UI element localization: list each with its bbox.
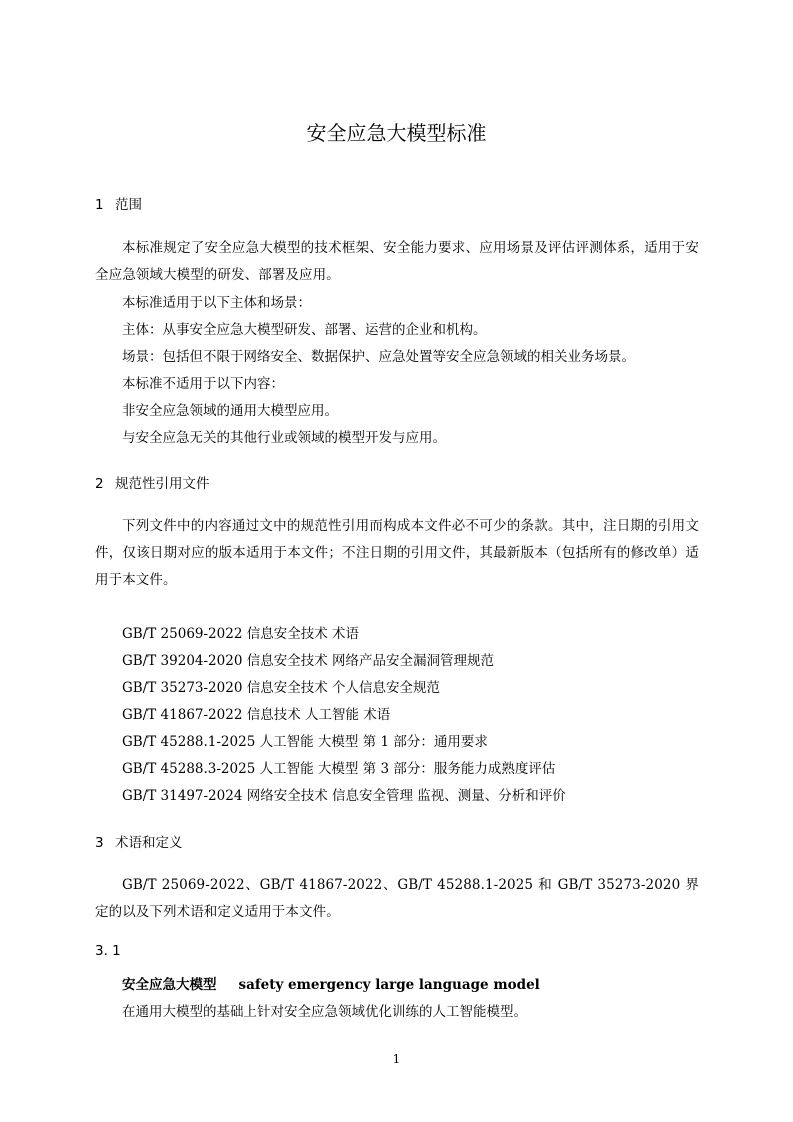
- page-number: 1: [392, 1052, 401, 1066]
- section-1-line: 与安全应急无关的其他行业或领域的模型开发与应用。: [122, 430, 446, 446]
- section-1-line: 本标准不适用于以下内容：: [122, 376, 284, 392]
- section-3-number: 3: [95, 835, 104, 851]
- section-1-line: 非安全应急领域的通用大模型应用。: [122, 403, 338, 419]
- section-2-number: 2: [95, 476, 104, 492]
- reference-item: GB/T 31497-2024 网络安全技术 信息安全管理 监视、测量、分析和评价: [122, 788, 566, 804]
- section-1-line: 本标准适用于以下主体和场景：: [122, 295, 311, 311]
- subsection-number: 3. 1: [95, 943, 121, 959]
- reference-item: GB/T 45288.3-2025 人工智能 大模型 第 3 部分：服务能力成熟度评估: [122, 761, 556, 777]
- reference-item: GB/T 35273-2020 信息安全技术 个人信息安全规范: [122, 680, 440, 696]
- document-title: 安全应急大模型标准: [306, 121, 487, 145]
- section-1-intro: 本标准规定了安全应急大模型的技术框架、安全能力要求、应用场景及评估评测体系，适用于安全应急领域大模型的研发、部署及应用。: [95, 240, 699, 283]
- section-3-intro: GB/T 25069-2022、GB/T 41867-2022、GB/T 45288.1-2025 和 GB/T 35273-2020 界定的以及下列术语和定义适用于本文件。: [95, 877, 699, 920]
- term-entry: [122, 975, 540, 995]
- section-1-number: 1: [95, 197, 104, 213]
- section-1-heading: [95, 195, 142, 215]
- section-3-title: 术语和定义: [115, 835, 183, 851]
- section-1-title: 范围: [115, 197, 142, 213]
- reference-item: GB/T 39204-2020 信息安全技术 网络产品安全漏洞管理规范: [122, 653, 494, 669]
- reference-item: GB/T 25069-2022 信息安全技术 术语: [122, 626, 359, 642]
- reference-item: GB/T 41867-2022 信息技术 人工智能 术语: [122, 707, 391, 723]
- reference-item: GB/T 45288.1-2025 人工智能 大模型 第 1 部分：通用要求: [122, 734, 488, 750]
- section-2-intro: 下列文件中的内容通过文中的规范性引用而构成本文件必不可少的条款。其中，注日期的引用文件，仅该日期对应的版本适用于本文件；不注日期的引用文件，其最新版本（包括所有的修改单）适用于本文件。: [95, 518, 699, 588]
- term-english: safety emergency large language model: [238, 977, 540, 993]
- section-1-line: 主体：从事安全应急大模型研发、部署、运营的企业和机构。: [122, 322, 487, 338]
- term-chinese: 安全应急大模型: [122, 977, 217, 993]
- section-1-line: 场景：包括但不限于网络安全、数据保护、应急处置等安全应急领域的相关业务场景。: [122, 349, 635, 365]
- section-2-title: 规范性引用文件: [115, 476, 210, 492]
- section-3-heading: [95, 833, 183, 853]
- section-2-heading: [95, 474, 210, 494]
- term-definition: 在通用大模型的基础上针对安全应急领域优化训练的人工智能模型。: [122, 1004, 527, 1020]
